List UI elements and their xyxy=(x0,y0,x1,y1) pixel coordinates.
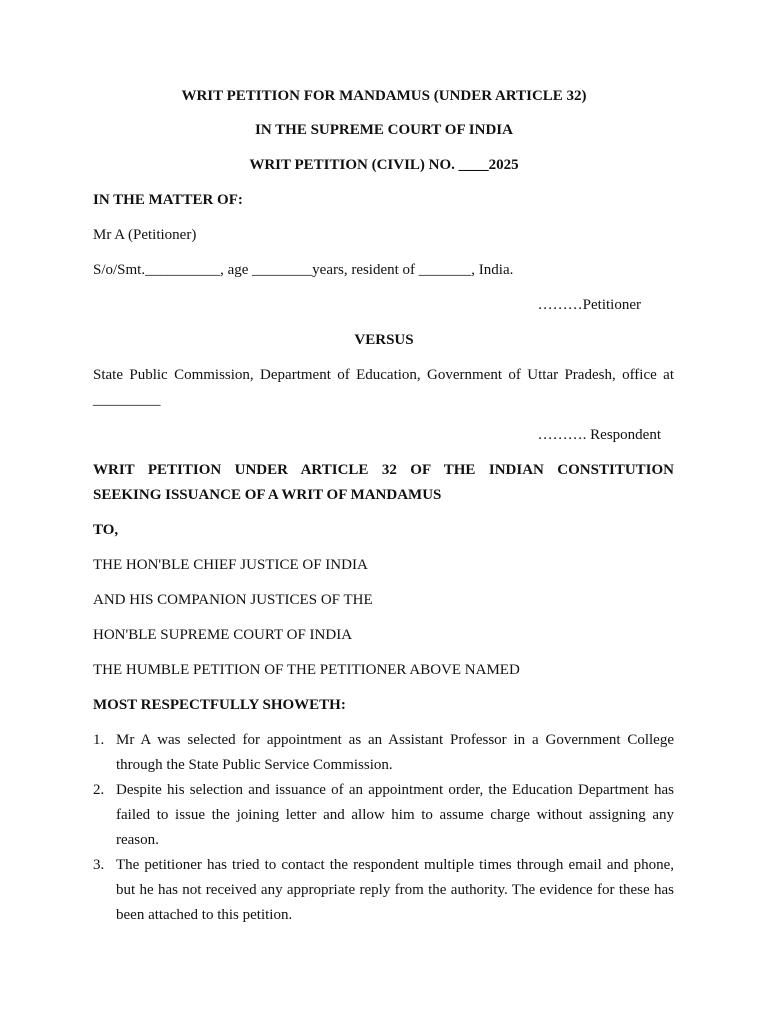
list-item xyxy=(93,778,674,853)
address-line: THE HUMBLE PETITION OF THE PETITIONER ABOVE NAMED xyxy=(93,662,520,678)
writ-heading-line: SEEKING ISSUANCE OF A WRIT OF MANDAMUS xyxy=(93,487,442,503)
court-name: IN THE SUPREME COURT OF INDIA xyxy=(255,122,513,138)
respondent-blank: _________ xyxy=(93,392,161,408)
list-number: 2. xyxy=(93,782,105,798)
matter-heading: IN THE MATTER OF: xyxy=(93,192,243,208)
respondent-tag: ………. Respondent xyxy=(537,427,661,443)
points-list xyxy=(93,728,674,928)
document-title: WRIT PETITION FOR MANDAMUS (UNDER ARTICLE 32) xyxy=(181,88,587,104)
respondent-line: State Public Commission, Department of Education, Government of Uttar Pradesh, office at xyxy=(93,367,674,383)
writ-heading-line: WRIT PETITION UNDER ARTICLE 32 OF THE INDIAN CONSTITUTION xyxy=(93,462,674,478)
showeth-heading: MOST RESPECTFULLY SHOWETH: xyxy=(93,697,346,713)
petitioner-tag: ………Petitioner xyxy=(537,297,641,313)
list-number: 1. xyxy=(93,732,105,748)
petitioner-details: S/o/Smt.__________, age ________years, resident of _______, India. xyxy=(93,262,514,278)
list-text: Despite his selection and issuance of an appointment order, the Education Department has failed to issue the joining letter and allow him to assume charge without assigning any reason. xyxy=(116,782,674,848)
address-line: HON'BLE SUPREME COURT OF INDIA xyxy=(93,627,353,643)
list-item xyxy=(93,728,674,778)
to-heading: TO, xyxy=(93,522,119,538)
writ-heading xyxy=(93,458,674,508)
petitioner-name: Mr A (Petitioner) xyxy=(93,227,197,243)
list-item xyxy=(93,853,674,928)
respondent-block xyxy=(93,363,674,413)
address-line: THE HON'BLE CHIEF JUSTICE OF INDIA xyxy=(93,557,368,573)
list-text: Mr A was selected for appointment as an Assistant Professor in a Government College through the State Public Service Commission. xyxy=(116,732,674,773)
list-text: The petitioner has tried to contact the respondent multiple times through email and phone, but he has not received any appropriate reply from the authority. The evidence for these has been attached to this petition. xyxy=(116,857,674,923)
list-number: 3. xyxy=(93,857,105,873)
petition-number: WRIT PETITION (CIVIL) NO. ____2025 xyxy=(249,157,519,173)
address-line: AND HIS COMPANION JUSTICES OF THE xyxy=(93,592,373,608)
versus-heading: VERSUS xyxy=(354,332,414,348)
